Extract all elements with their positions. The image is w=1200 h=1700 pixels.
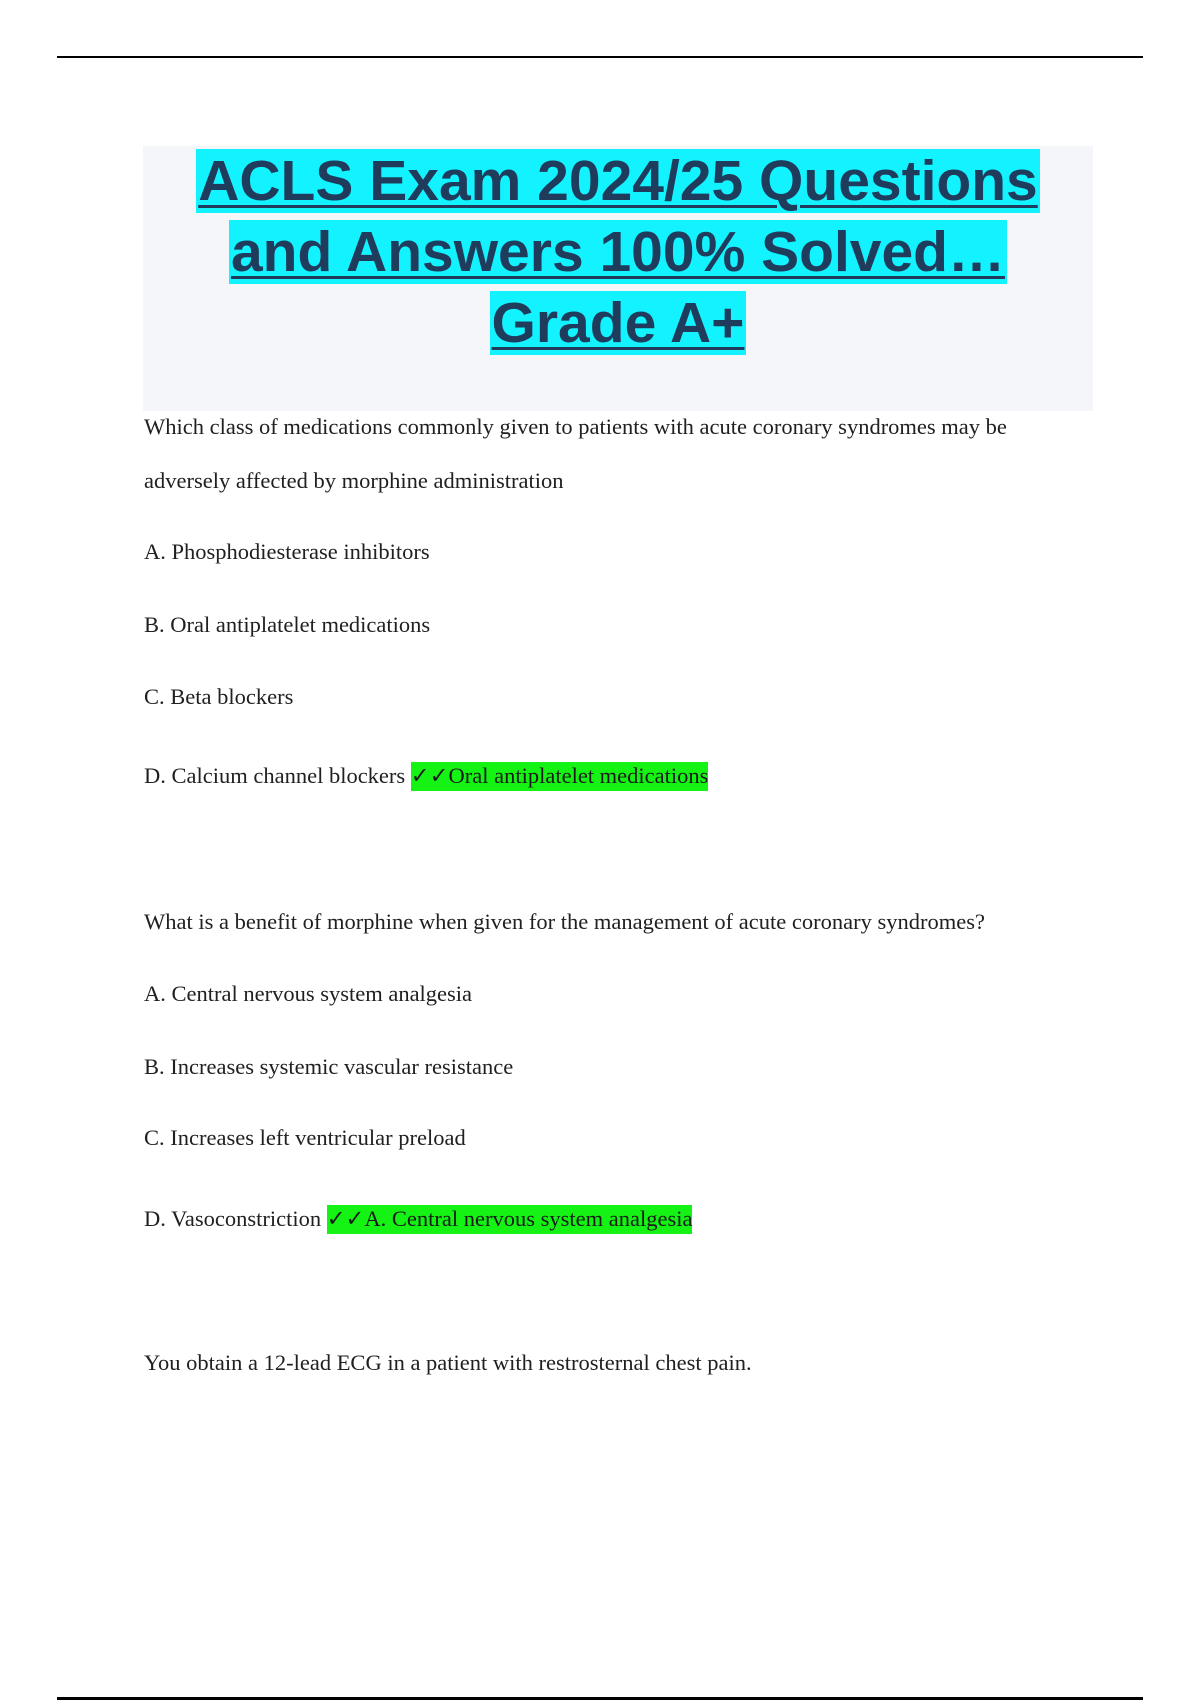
question-1-option-a: A. Phosphodiesterase inhibitors	[144, 539, 430, 564]
question-2-text: What is a benefit of morphine when given for the management of acute coronary syndromes?	[144, 909, 985, 934]
question-1-answer: ✓✓Oral antiplatelet medications	[411, 762, 709, 791]
title-banner	[143, 146, 1093, 411]
question-1-option-d-row	[144, 760, 1094, 792]
question-1-text: Which class of medications commonly given to patients with acute coronary syndromes may be adversely affected by morphine administration	[144, 414, 1007, 493]
question-2-option-b: B. Increases systemic vascular resistance	[144, 1054, 514, 1079]
question-2-option-d: D. Vasoconstriction	[144, 1206, 322, 1231]
title-line-2: and Answers 100% Solved…	[230, 220, 1005, 284]
document-title	[143, 146, 1093, 359]
header-rule	[57, 56, 1143, 58]
question-1-option-b: B. Oral antiplatelet medications	[144, 612, 431, 637]
question-3-text: You obtain a 12-lead ECG in a patient with restrosternal chest pain.	[144, 1350, 752, 1375]
title-line-3: Grade A+	[491, 291, 745, 355]
question-1-option-d: D. Calcium channel blockers	[144, 763, 406, 788]
question-2-answer: ✓✓A. Central nervous system analgesia	[327, 1205, 693, 1234]
question-2-option-a: A. Central nervous system analgesia	[144, 981, 473, 1006]
question-1-option-c: C. Beta blockers	[144, 684, 294, 709]
title-line-1: ACLS Exam 2024/25 Questions	[198, 149, 1038, 213]
question-2-option-d-row	[144, 1203, 1094, 1235]
question-2-option-c: C. Increases left ventricular preload	[144, 1125, 466, 1150]
